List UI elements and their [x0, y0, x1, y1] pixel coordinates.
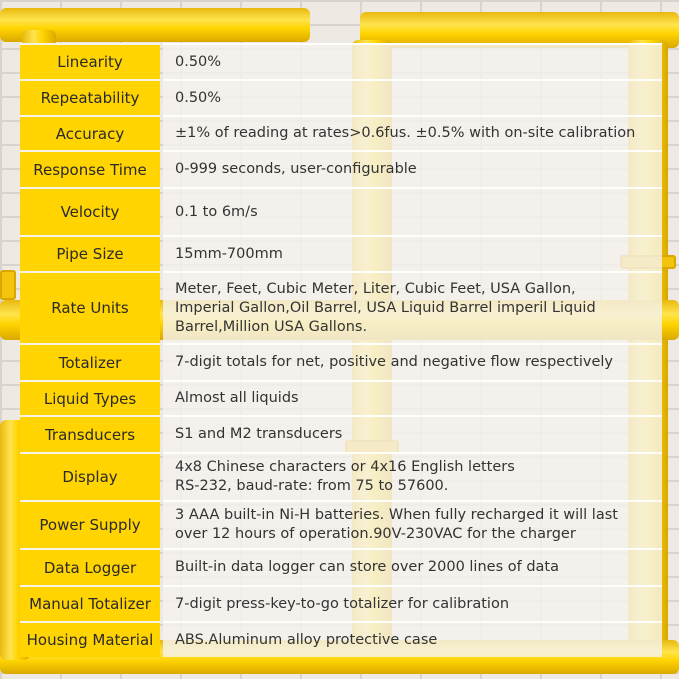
- spec-row-housing-material: [20, 621, 662, 657]
- spec-label: Power Supply: [20, 500, 160, 548]
- spec-row-manual-totalizer: [20, 585, 662, 621]
- spec-row-response-time: [20, 150, 662, 187]
- spec-label: Totalizer: [20, 343, 160, 380]
- spec-row-accuracy: [20, 115, 662, 150]
- spec-row-pipe-size: [20, 235, 662, 271]
- spec-row-data-logger: [20, 548, 662, 585]
- spec-row-velocity: [20, 187, 662, 235]
- spec-row-transducers: [20, 415, 662, 452]
- spec-value: 0.50%: [163, 43, 662, 79]
- spec-row-power-supply: [20, 500, 662, 548]
- spec-value: S1 and M2 transducers: [163, 415, 662, 452]
- spec-label: Transducers: [20, 415, 160, 452]
- pipe-flange: [0, 270, 16, 300]
- spec-label: Manual Totalizer: [20, 585, 160, 621]
- spec-label: Pipe Size: [20, 235, 160, 271]
- spec-value: 4x8 Chinese characters or 4x16 English letters RS-232, baud-rate: from 75 to 57600.: [163, 452, 662, 500]
- spec-label: Liquid Types: [20, 380, 160, 415]
- spec-value: Built-in data logger can store over 2000 lines of data: [163, 548, 662, 585]
- spec-value: 0-999 seconds, user-configurable: [163, 150, 662, 187]
- spec-label: Display: [20, 452, 160, 500]
- spec-row-linearity: [20, 43, 662, 79]
- spec-label: Repeatability: [20, 79, 160, 115]
- spec-value: 7-digit press-key-to-go totalizer for calibration: [163, 585, 662, 621]
- spec-value: Meter, Feet, Cubic Meter, Liter, Cubic Feet, USA Gallon, Imperial Gallon,Oil Barrel, USA Liquid Barrel imperil Liquid Barrel,Million USA Gallons.: [163, 271, 662, 343]
- spec-value: 15mm-700mm: [163, 235, 662, 271]
- spec-value: 3 AAA built-in Ni-H batteries. When fully recharged it will last over 12 hours of operation.90V-230VAC for the charger: [163, 500, 662, 548]
- spec-label: Data Logger: [20, 548, 160, 585]
- spec-value: 0.50%: [163, 79, 662, 115]
- spec-row-display: [20, 452, 662, 500]
- spec-label: Linearity: [20, 43, 160, 79]
- spec-label: Housing Material: [20, 621, 160, 657]
- spec-label: Accuracy: [20, 115, 160, 150]
- spec-value: 7-digit totals for net, positive and negative flow respectively: [163, 343, 662, 380]
- spec-value: ±1% of reading at rates>0.6fus. ±0.5% with on-site calibration: [163, 115, 662, 150]
- spec-label: Velocity: [20, 187, 160, 235]
- spec-row-totalizer: [20, 343, 662, 380]
- spec-label: Rate Units: [20, 271, 160, 343]
- spec-value: Almost all liquids: [163, 380, 662, 415]
- spec-row-liquid-types: [20, 380, 662, 415]
- spec-row-rate-units: [20, 271, 662, 343]
- spec-value: ABS.Aluminum alloy protective case: [163, 621, 662, 657]
- spec-label: Response Time: [20, 150, 160, 187]
- spec-row-repeatability: [20, 79, 662, 115]
- spec-value: 0.1 to 6m/s: [163, 187, 662, 235]
